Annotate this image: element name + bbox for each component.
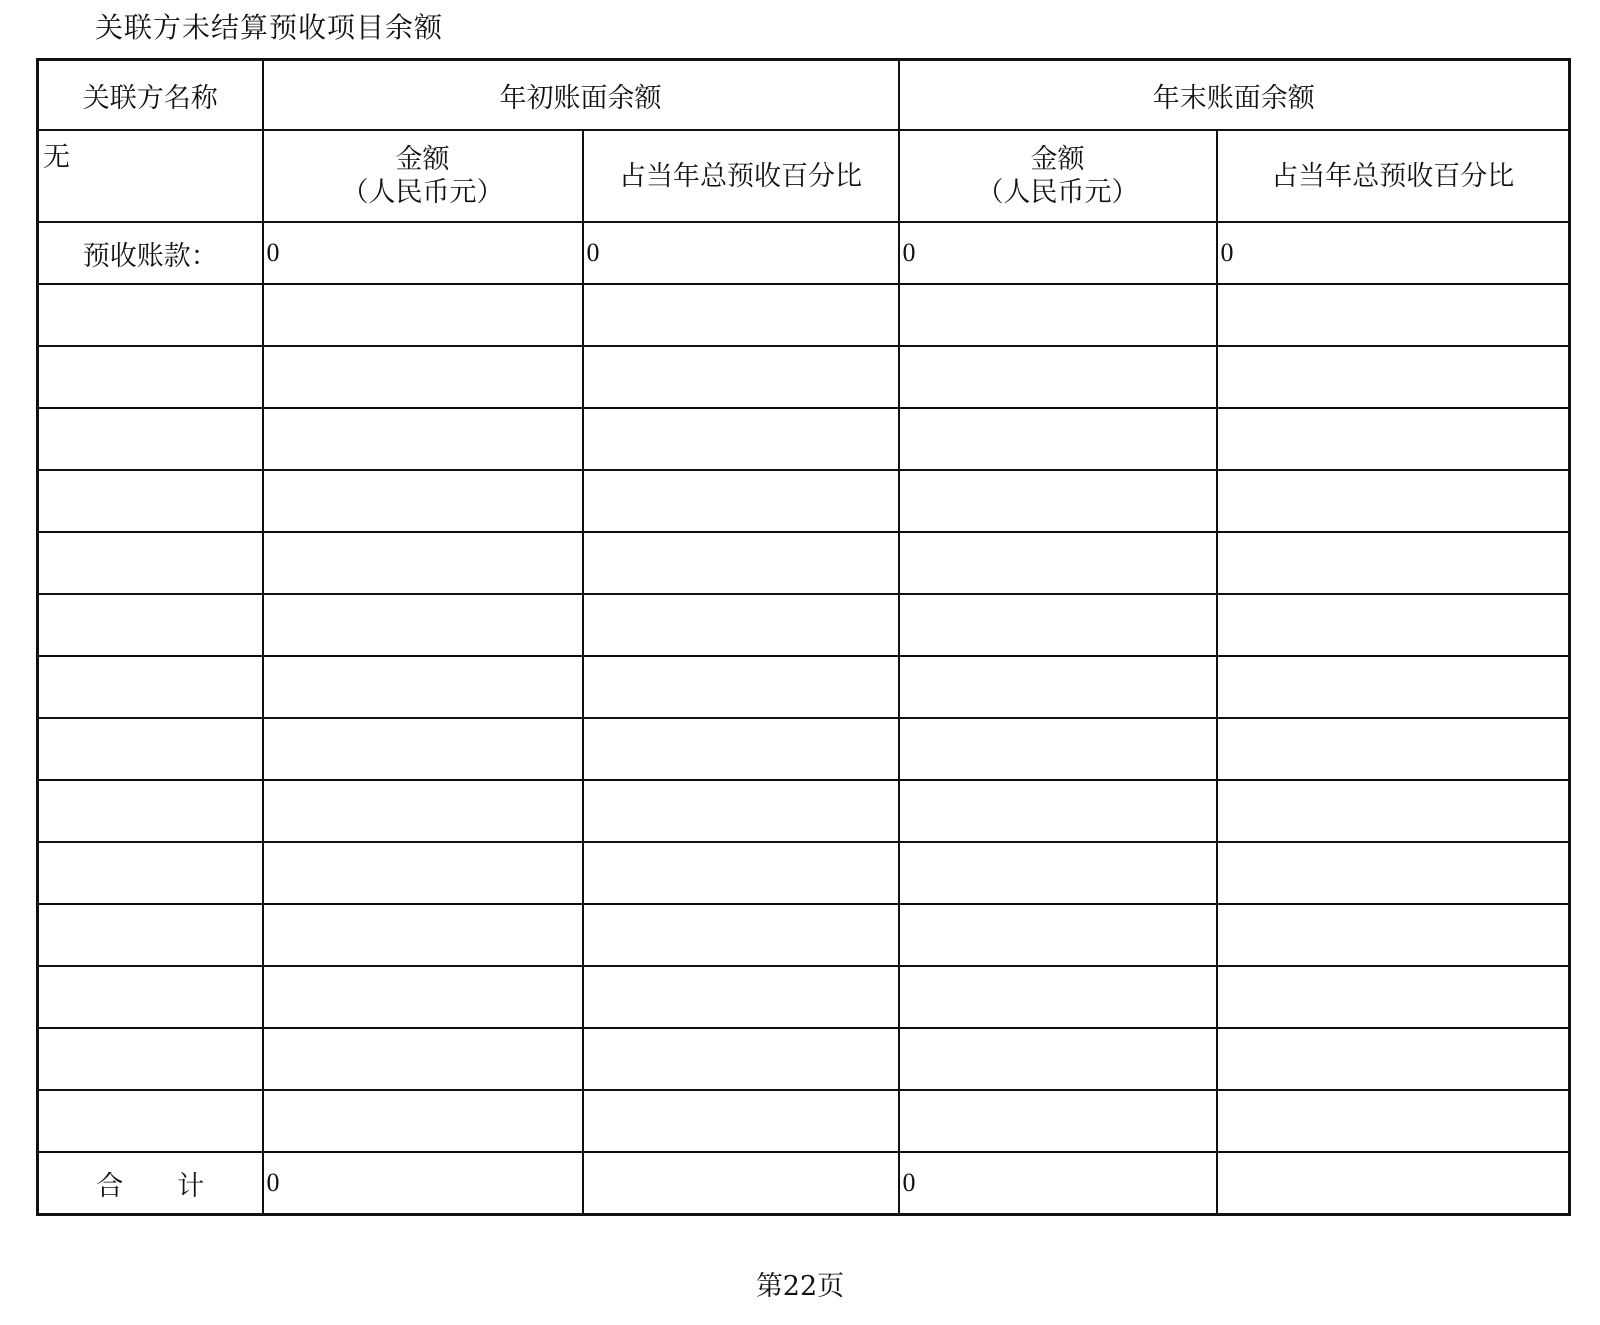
empty-cell bbox=[583, 346, 899, 408]
total-closing-amount: 0 bbox=[899, 1152, 1217, 1215]
empty-cell bbox=[263, 594, 583, 656]
page-number: 第22页 bbox=[755, 1271, 845, 1302]
opening-percent-cell: 0 bbox=[583, 222, 899, 284]
empty-cell bbox=[899, 284, 1217, 346]
total-closing-percent bbox=[1217, 1152, 1570, 1215]
empty-cell bbox=[38, 966, 263, 1028]
closing-amount-header bbox=[899, 130, 1217, 222]
opening-balance-header: 年初账面余额 bbox=[263, 60, 899, 131]
empty-cell bbox=[1217, 656, 1570, 718]
empty-cell bbox=[583, 1028, 899, 1090]
total-row bbox=[38, 1152, 1570, 1215]
empty-cell bbox=[899, 718, 1217, 780]
empty-cell bbox=[899, 408, 1217, 470]
empty-cell bbox=[583, 966, 899, 1028]
empty-cell bbox=[899, 780, 1217, 842]
table-row bbox=[38, 842, 1570, 904]
advance-receipts-label: 预收账款： bbox=[38, 222, 263, 284]
table-row bbox=[38, 718, 1570, 780]
closing-percent-cell: 0 bbox=[1217, 222, 1570, 284]
empty-cell bbox=[38, 346, 263, 408]
empty-cell bbox=[38, 904, 263, 966]
empty-cell bbox=[263, 656, 583, 718]
table-subheader-row bbox=[38, 130, 1570, 222]
empty-cell bbox=[1217, 346, 1570, 408]
empty-cell bbox=[263, 470, 583, 532]
table-row bbox=[38, 1028, 1570, 1090]
opening-amount-cell: 0 bbox=[263, 222, 583, 284]
amount-header-line1: 金额 bbox=[395, 144, 450, 175]
empty-cell bbox=[263, 346, 583, 408]
empty-cell bbox=[899, 966, 1217, 1028]
table-row bbox=[38, 594, 1570, 656]
empty-cell bbox=[1217, 532, 1570, 594]
none-entry: 无 bbox=[38, 130, 263, 222]
empty-cell bbox=[899, 594, 1217, 656]
empty-cell bbox=[1217, 904, 1570, 966]
empty-cell bbox=[1217, 470, 1570, 532]
empty-cell bbox=[38, 470, 263, 532]
empty-cell bbox=[899, 842, 1217, 904]
empty-cell bbox=[1217, 842, 1570, 904]
empty-cell bbox=[899, 1090, 1217, 1152]
empty-cell bbox=[38, 284, 263, 346]
empty-cell bbox=[583, 532, 899, 594]
empty-cell bbox=[899, 532, 1217, 594]
table-row bbox=[38, 966, 1570, 1028]
empty-cell bbox=[38, 656, 263, 718]
amount-header-line2: （人民币元） bbox=[976, 177, 1139, 208]
advance-receipts-row bbox=[38, 222, 1570, 284]
related-party-advances-table bbox=[36, 58, 1571, 1216]
opening-amount-header bbox=[263, 130, 583, 222]
empty-cell bbox=[1217, 1090, 1570, 1152]
empty-cell bbox=[263, 1090, 583, 1152]
empty-cell bbox=[263, 966, 583, 1028]
empty-cell bbox=[38, 842, 263, 904]
total-opening-percent bbox=[583, 1152, 899, 1215]
empty-cell bbox=[263, 842, 583, 904]
empty-cell bbox=[1217, 966, 1570, 1028]
empty-cell bbox=[583, 780, 899, 842]
closing-percent-header: 占当年总预收百分比 bbox=[1217, 130, 1570, 222]
opening-percent-header: 占当年总预收百分比 bbox=[583, 130, 899, 222]
empty-cell bbox=[583, 470, 899, 532]
empty-cell bbox=[583, 656, 899, 718]
amount-header-line1: 金额 bbox=[1030, 144, 1085, 175]
empty-cell bbox=[38, 1090, 263, 1152]
party-name-header: 关联方名称 bbox=[38, 60, 263, 131]
empty-cell bbox=[38, 718, 263, 780]
empty-cell bbox=[583, 718, 899, 780]
empty-cell bbox=[583, 842, 899, 904]
table-row bbox=[38, 532, 1570, 594]
empty-cell bbox=[38, 780, 263, 842]
page-title: 关联方未结算预收项目余额 bbox=[95, 11, 444, 44]
table-header-row bbox=[38, 60, 1570, 131]
empty-cell bbox=[38, 532, 263, 594]
empty-cell bbox=[583, 408, 899, 470]
empty-cell bbox=[263, 718, 583, 780]
closing-balance-header: 年末账面余额 bbox=[899, 60, 1570, 131]
table-row bbox=[38, 1090, 1570, 1152]
empty-cell bbox=[38, 594, 263, 656]
total-label: 合 计 bbox=[38, 1152, 263, 1215]
empty-cell bbox=[1217, 780, 1570, 842]
table-row bbox=[38, 904, 1570, 966]
empty-cell bbox=[1217, 718, 1570, 780]
empty-cell bbox=[899, 470, 1217, 532]
empty-cell bbox=[583, 1090, 899, 1152]
empty-cell bbox=[899, 346, 1217, 408]
table-row bbox=[38, 656, 1570, 718]
empty-cell bbox=[1217, 1028, 1570, 1090]
empty-cell bbox=[1217, 408, 1570, 470]
empty-cell bbox=[263, 904, 583, 966]
table-row bbox=[38, 284, 1570, 346]
empty-cell bbox=[899, 1028, 1217, 1090]
empty-cell bbox=[899, 904, 1217, 966]
empty-cell bbox=[263, 780, 583, 842]
empty-cell bbox=[583, 594, 899, 656]
empty-cell bbox=[263, 1028, 583, 1090]
empty-cell bbox=[1217, 594, 1570, 656]
empty-cell bbox=[263, 408, 583, 470]
table-row bbox=[38, 346, 1570, 408]
empty-cell bbox=[38, 408, 263, 470]
empty-cell bbox=[899, 656, 1217, 718]
closing-amount-cell: 0 bbox=[899, 222, 1217, 284]
empty-cell bbox=[263, 284, 583, 346]
amount-header-line2: （人民币元） bbox=[341, 177, 504, 208]
empty-cell bbox=[263, 532, 583, 594]
total-opening-amount: 0 bbox=[263, 1152, 583, 1215]
empty-cell bbox=[583, 904, 899, 966]
empty-cell bbox=[1217, 284, 1570, 346]
empty-cell bbox=[38, 1028, 263, 1090]
table-row bbox=[38, 470, 1570, 532]
table-row bbox=[38, 780, 1570, 842]
empty-cell bbox=[583, 284, 899, 346]
table-row bbox=[38, 408, 1570, 470]
